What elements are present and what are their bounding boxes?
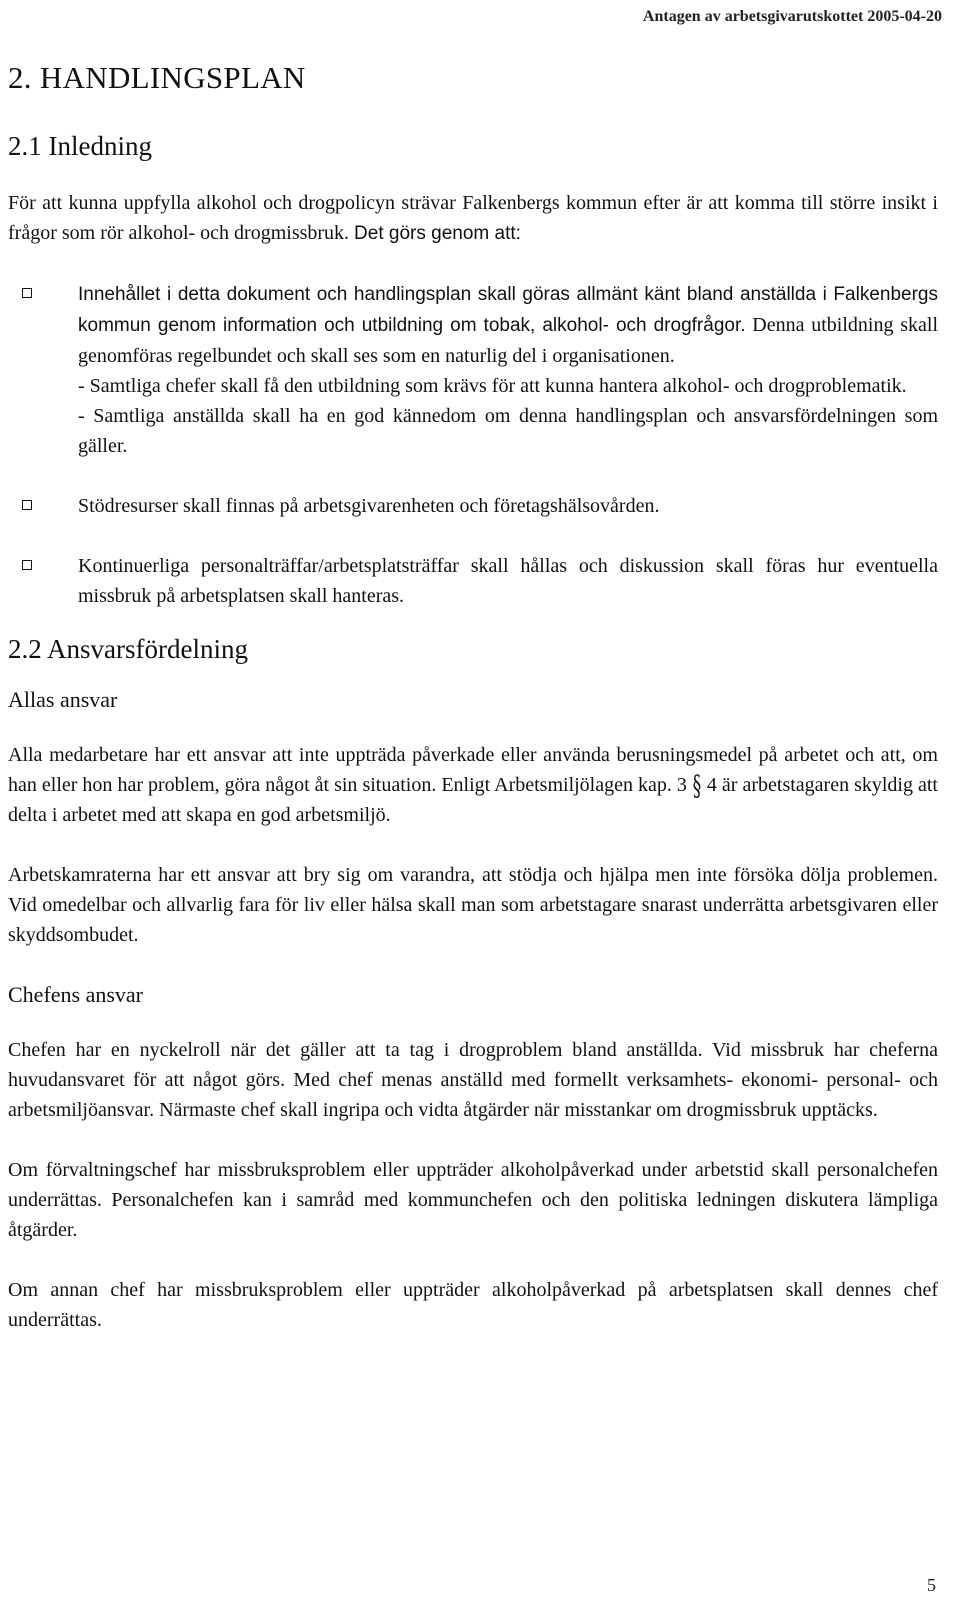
- list-item-subline: - Samtliga anställda skall ha en god kännedom om denna handlingsplan och ansvarsfördelningen som gäller.: [78, 405, 938, 457]
- paragraph-text: Alla medarbetare har ett ansvar att inte uppträda påverkade eller använda berusningsmedel på arbetet och att, om han eller hon har problem, göra något åt sin situation. Enligt Arbetsmiljölagen kap. 3: [8, 744, 938, 796]
- list-item-text-sans: Innehållet i detta dokument och handlingsplan skall göras allmänt känt bland anställda i Falkenbergs kommun genom information och utbildning om tobak, alkohol- och drogfrågor.: [78, 284, 938, 336]
- document-body: [8, 58, 938, 1335]
- heading-chefens-ansvar: Chefens ansvar: [8, 982, 144, 1007]
- checkbox-icon: [22, 560, 32, 570]
- list-item: [8, 491, 938, 521]
- section-title: 2. HANDLINGSPLAN: [8, 60, 306, 95]
- paragraph-allas-1: [8, 740, 938, 830]
- checkbox-icon: [22, 500, 32, 510]
- paragraph-text: 4 är arbetstagaren skyldig att delta i arbetet med att skapa en god arbetsmiljö.: [8, 774, 938, 826]
- list-item-text: Kontinuerliga personalträffar/arbetsplatsträffar skall hållas och diskussion skall föras hur eventuella missbruk på arbetsplatsen skall hanteras.: [78, 555, 938, 607]
- intro-text: För att kunna uppfylla alkohol och drogpolicyn strävar Falkenbergs kommun efter är att komma till större insikt i frågor som rör alkohol- och drogmissbruk.: [8, 192, 938, 244]
- paragraph-chefens-1: Chefen har en nyckelroll när det gäller att ta tag i drogproblem bland anställda. Vid missbruk har cheferna huvudansvaret för att något görs. Med chef menas anställd med formellt verksamhets- ekonomi- personal- och arbetsmiljöansvar. Närmaste chef skall ingripa och vidta åtgärder när misstankar om drogmissbruk upptäcks.: [8, 1039, 938, 1121]
- subsection-title-ansvarsfordelning: 2.2 Ansvarsfördelning: [8, 634, 248, 664]
- intro-paragraph: [8, 188, 938, 249]
- checkbox-icon: [22, 288, 32, 298]
- paragraph-chefens-2: Om förvaltningschef har missbruksproblem eller uppträder alkoholpåverkad under arbetstid skall personalchefen underrättas. Personalchefen kan i samråd med kommunchefen och den politiska ledningen diskutera lämpliga åtgärder.: [8, 1159, 938, 1241]
- list-item: [8, 551, 938, 611]
- subsection-title-inledning: 2.1 Inledning: [8, 131, 152, 161]
- paragraph-chefens-3: Om annan chef har missbruksproblem eller uppträder alkoholpåverkad på arbetsplatsen skall dennes chef underrättas.: [8, 1279, 938, 1331]
- list-item-subline: - Samtliga chefer skall få den utbildning som krävs för att kunna hantera alkohol- och drogproblematik.: [78, 375, 907, 397]
- list-item-text: Denna utbildning skall genomföras regelbundet och skall ses som en naturlig del i organisationen.: [78, 314, 939, 367]
- list-item-text: Stödresurser skall finnas på arbetsgivarenheten och företagshälsovården.: [78, 495, 660, 517]
- heading-allas-ansvar: Allas ansvar: [8, 687, 118, 712]
- page-number: 5: [927, 1575, 936, 1595]
- action-list: [8, 279, 938, 611]
- list-item: [8, 279, 938, 461]
- document-header-note: Antagen av arbetsgivarutskottet 2005-04-20: [642, 8, 942, 25]
- intro-text-sans: Det görs genom att:: [354, 223, 521, 244]
- list-item-body: [78, 279, 938, 371]
- paragraph-allas-2: Arbetskamraterna har ett ansvar att bry sig om varandra, att stödja och hjälpa men inte försöka dölja problemen. Vid omedelbar och allvarlig fara för liv eller hälsa skall man som arbetstagare snarast underrätta arbetsgivaren eller skyddsombudet.: [8, 864, 938, 946]
- section-symbol: §: [692, 769, 702, 802]
